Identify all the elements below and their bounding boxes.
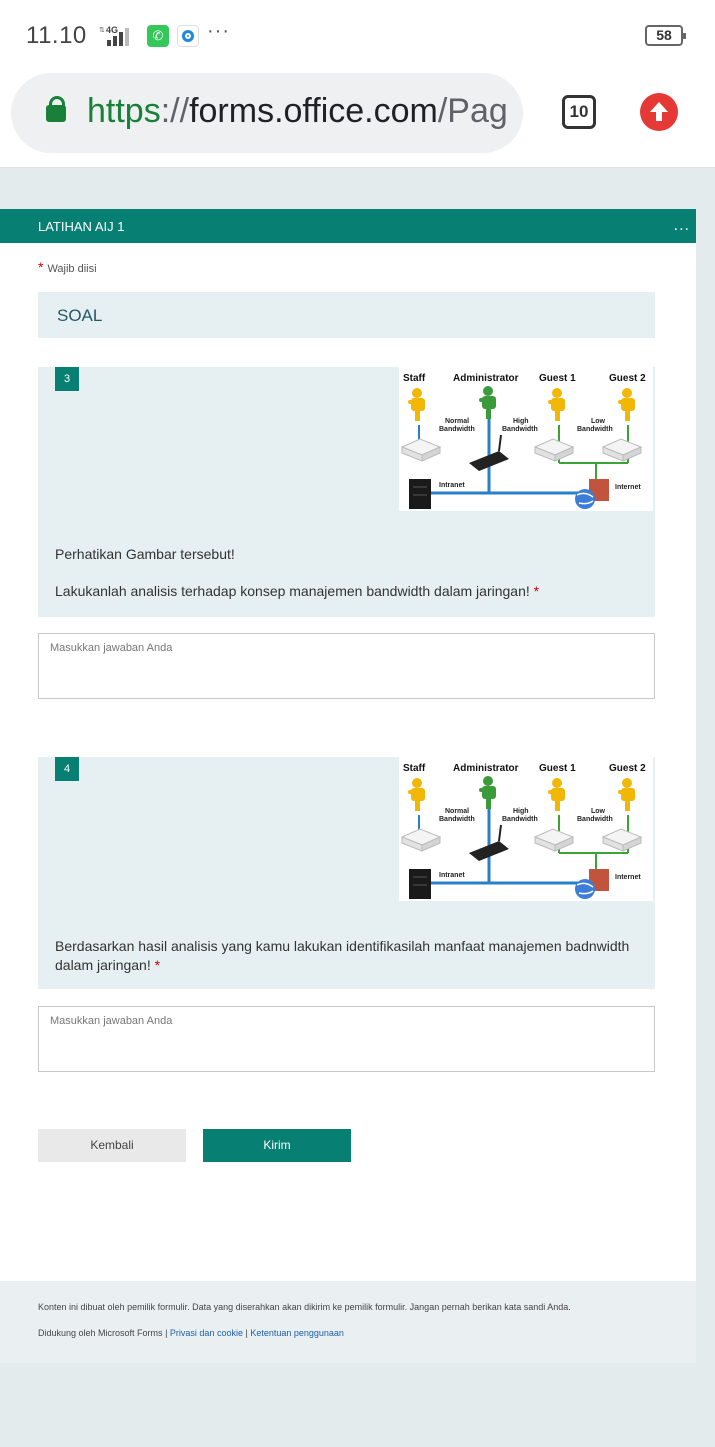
back-button[interactable]: Kembali <box>38 1129 186 1162</box>
svg-text:High: High <box>513 418 529 425</box>
footer-links: Didukung oleh Microsoft Forms | Privasi dan cookie | Ketentuan penggunaan <box>38 1328 344 1338</box>
label-guest2: Guest 2 <box>609 763 646 774</box>
question-4 <box>38 757 655 989</box>
terms-link[interactable]: Ketentuan penggunaan <box>250 1328 344 1338</box>
answer-input-q4[interactable] <box>38 1006 655 1072</box>
update-arrow-icon[interactable] <box>640 93 678 131</box>
internet-globe-icon <box>575 479 609 509</box>
network-type: 4G <box>106 25 119 35</box>
guest1-person-icon <box>548 778 565 811</box>
computer-icon <box>402 829 440 851</box>
signal-4g-icon <box>98 24 138 48</box>
computer-icon <box>535 829 573 851</box>
svg-text:Bandwidth: Bandwidth <box>439 426 475 433</box>
whatsapp-icon: ✆ <box>147 25 169 47</box>
status-bar <box>0 0 715 70</box>
staff-person-icon <box>408 388 425 421</box>
svg-text:Normal: Normal <box>445 418 470 425</box>
app-notification-icon <box>177 25 199 47</box>
svg-text:Intranet: Intranet <box>439 482 465 489</box>
svg-text:Bandwidth: Bandwidth <box>577 816 613 823</box>
form-title: LATIHAN AIJ 1 <box>38 219 125 234</box>
admin-person-icon <box>479 386 496 419</box>
form-header <box>0 209 696 243</box>
bandwidth-diagram-image <box>399 757 653 901</box>
question-text: Perhatikan Gambar tersebut! Lakukanlah analisis terhadap konsep manajemen bandwidth dalam jaringan! * <box>55 546 540 599</box>
address-bar[interactable] <box>11 73 523 153</box>
staff-person-icon <box>408 778 425 811</box>
computer-icon <box>402 439 440 461</box>
form-footer <box>0 1281 696 1363</box>
guest2-person-icon <box>618 778 635 811</box>
browser-toolbar <box>0 70 715 168</box>
guest2-person-icon <box>618 388 635 421</box>
answer-input-q3[interactable] <box>38 633 655 699</box>
question-number: 3 <box>55 367 79 391</box>
more-notifications-icon: ··· <box>207 20 230 42</box>
internet-globe-icon <box>575 869 609 899</box>
svg-text:High: High <box>513 808 529 815</box>
privacy-link[interactable]: Privasi dan cookie <box>169 1328 243 1338</box>
svg-text:Bandwidth: Bandwidth <box>439 816 475 823</box>
answer-placeholder: Masukkan jawaban Anda <box>50 1015 173 1027</box>
guest1-person-icon <box>548 388 565 421</box>
svg-text:Bandwidth: Bandwidth <box>502 816 538 823</box>
required-star: * <box>154 957 161 973</box>
svg-text:Internet: Internet <box>615 484 641 491</box>
label-staff: Staff <box>403 373 426 384</box>
powered-by-text: Didukung oleh Microsoft Forms <box>38 1328 163 1338</box>
url-text[interactable]: https://forms.office.com/Pag <box>87 92 508 130</box>
label-staff: Staff <box>403 763 426 774</box>
clock: 11.10 <box>26 22 87 49</box>
answer-placeholder: Masukkan jawaban Anda <box>50 642 173 654</box>
computer-icon <box>603 439 641 461</box>
question-number: 4 <box>55 757 79 781</box>
label-guest1: Guest 1 <box>539 373 576 384</box>
svg-text:Bandwidth: Bandwidth <box>577 426 613 433</box>
form-card <box>0 209 696 1281</box>
label-admin: Administrator <box>453 763 519 774</box>
tab-switcher-button[interactable]: 10 <box>562 95 596 129</box>
footer-disclaimer: Konten ini dibuat oleh pemilik formulir. Data yang diserahkan akan dikirim ke pemilik formulir. Jangan pernah berikan kata sandi Anda. <box>38 1302 571 1312</box>
section-title: SOAL <box>57 306 103 325</box>
required-star: * <box>533 583 540 599</box>
svg-text:⇅: ⇅ <box>99 27 105 34</box>
label-guest2: Guest 2 <box>609 373 646 384</box>
section-header <box>38 292 655 338</box>
svg-text:Low: Low <box>591 808 605 815</box>
server-icon <box>409 479 431 509</box>
svg-text:Bandwidth: Bandwidth <box>502 426 538 433</box>
svg-text:Intranet: Intranet <box>439 872 465 879</box>
bandwidth-diagram-image <box>399 367 653 511</box>
required-note: * Wajib diisi <box>38 259 97 275</box>
question-3 <box>38 367 655 617</box>
battery-icon: 58 <box>645 25 683 46</box>
svg-text:Normal: Normal <box>445 808 470 815</box>
admin-person-icon <box>479 776 496 809</box>
svg-text:Low: Low <box>591 418 605 425</box>
required-star: * <box>38 259 44 275</box>
computer-icon <box>603 829 641 851</box>
computer-icon <box>535 439 573 461</box>
question-text: Berdasarkan hasil analisis yang kamu lakukan identifikasilah manfaat manajemen badnwidth dalam jaringan! * <box>55 938 630 973</box>
svg-text:Internet: Internet <box>615 874 641 881</box>
server-icon <box>409 869 431 899</box>
label-guest1: Guest 1 <box>539 763 576 774</box>
label-admin: Administrator <box>453 373 519 384</box>
submit-button[interactable]: Kirim <box>203 1129 351 1162</box>
lock-icon <box>46 105 66 122</box>
more-options-icon[interactable]: ... <box>673 217 690 234</box>
